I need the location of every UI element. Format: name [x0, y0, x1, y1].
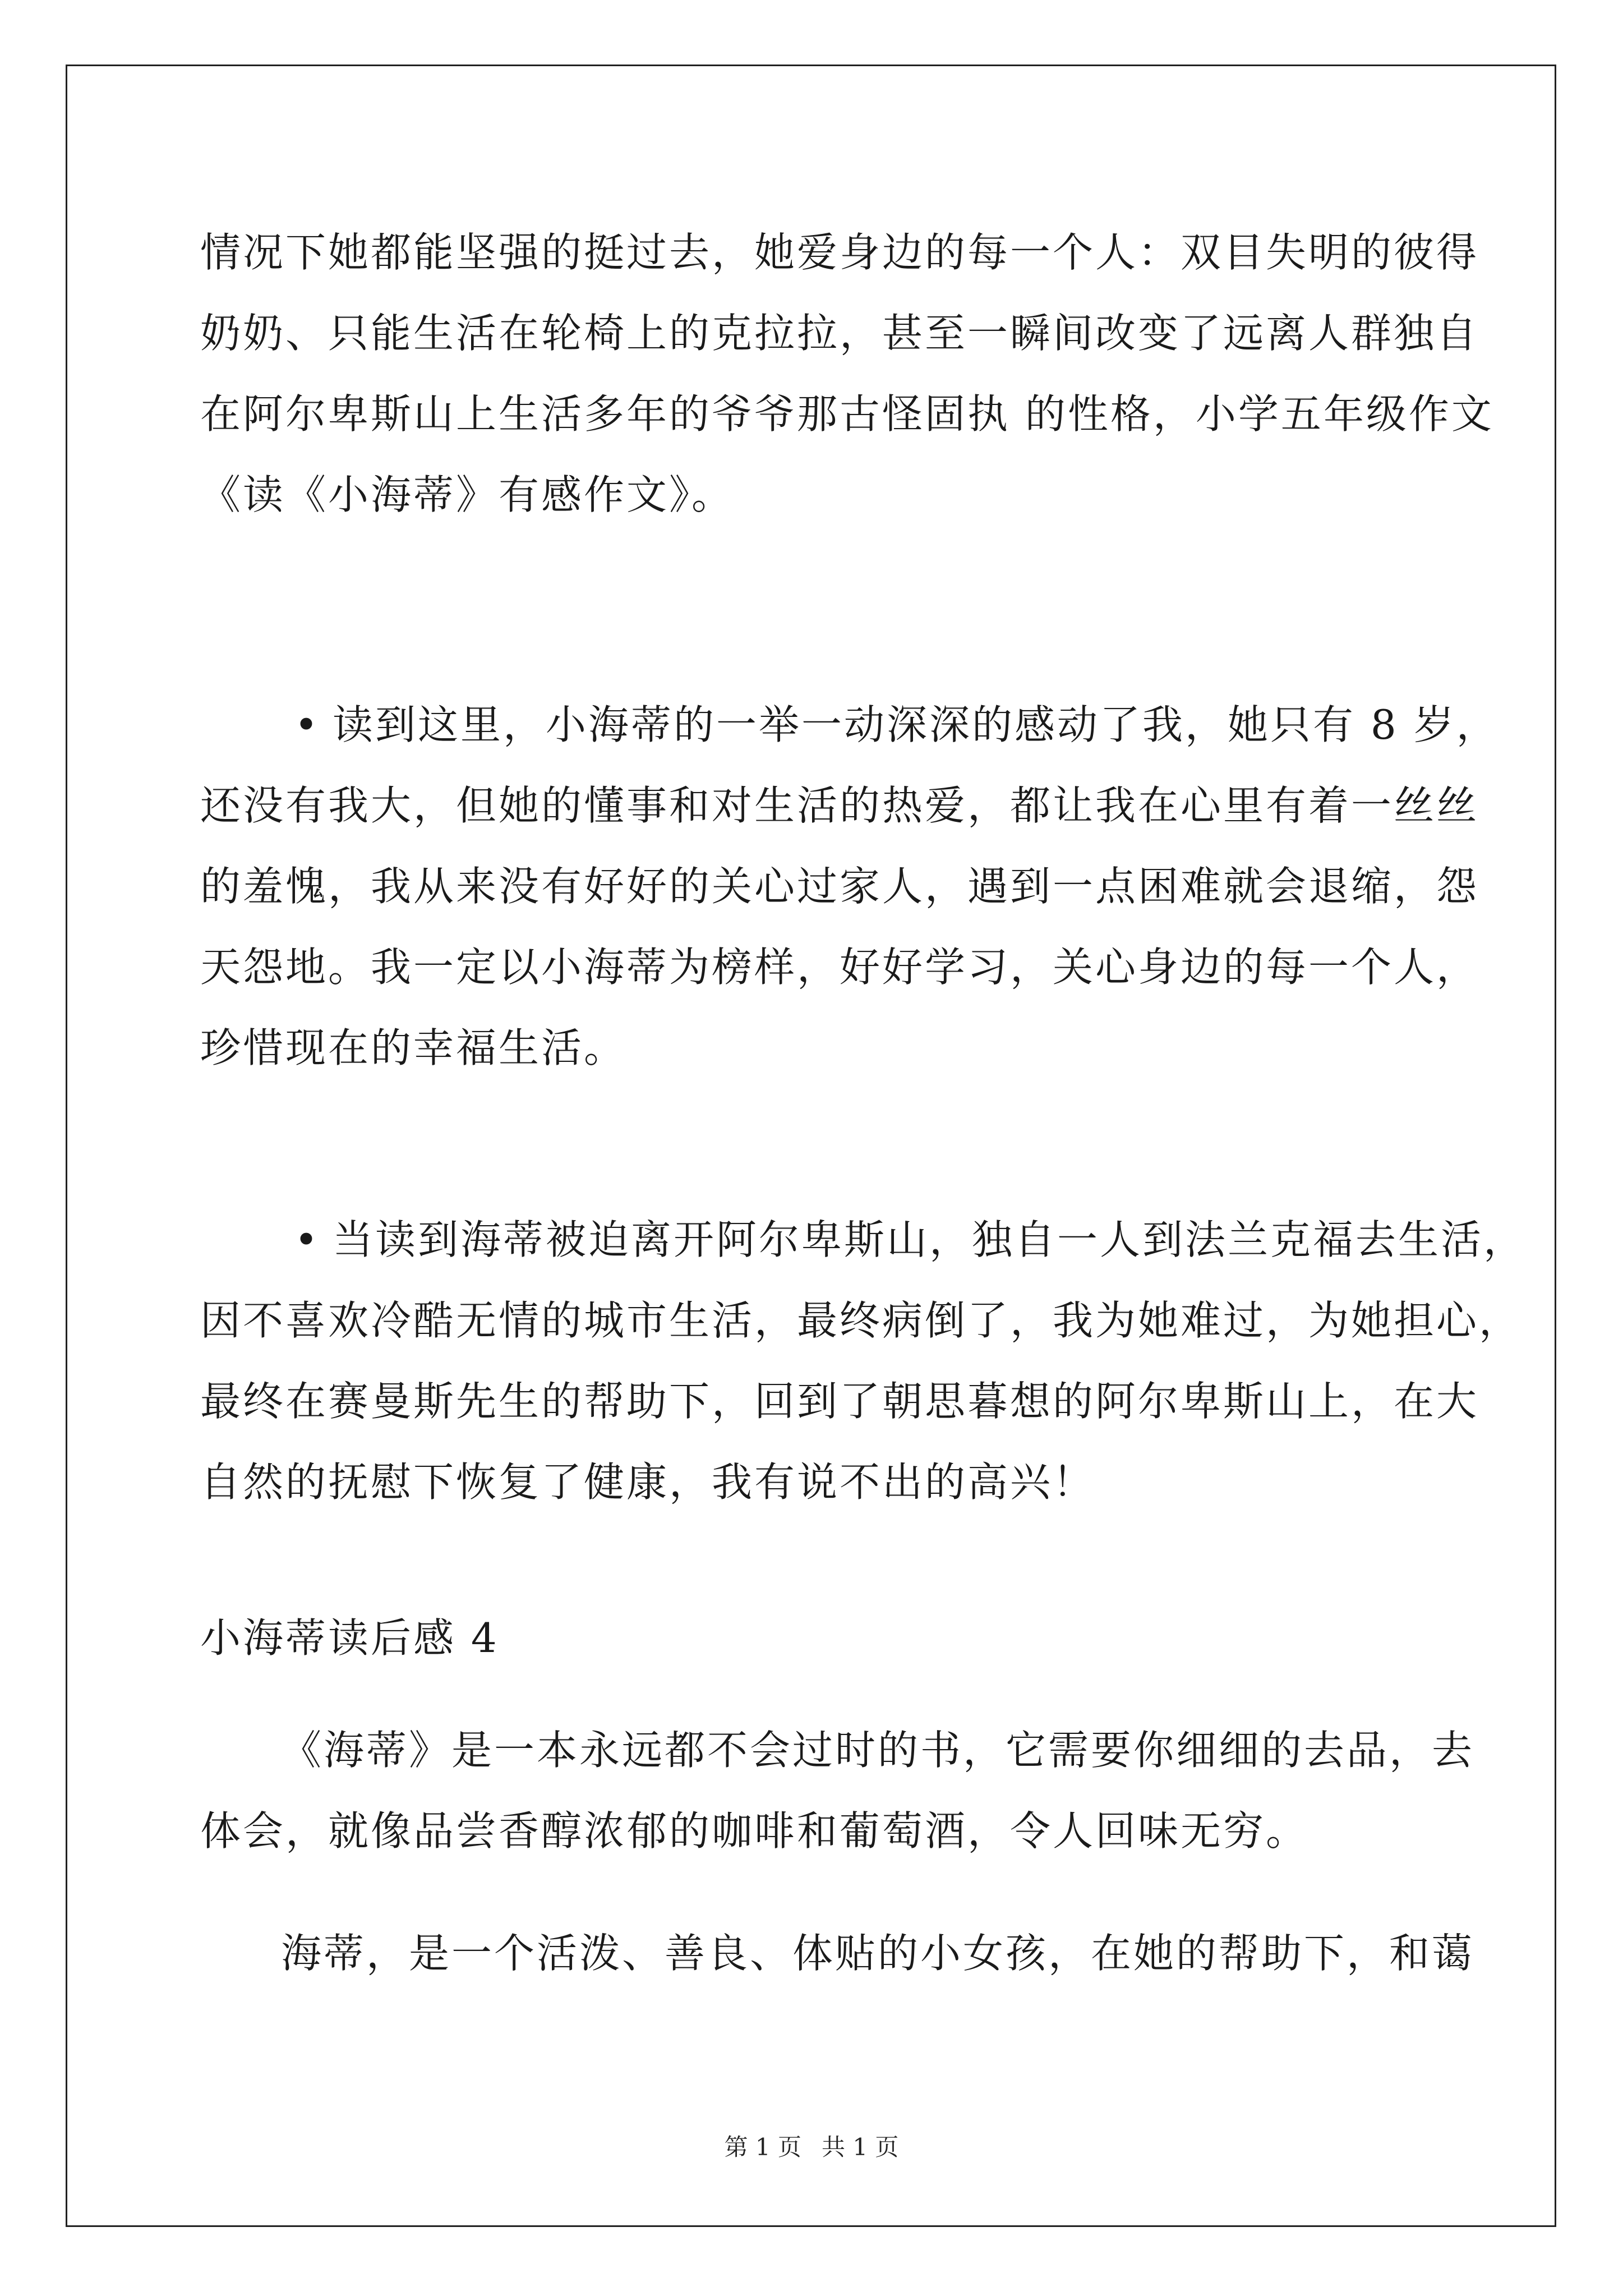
bullet-line: 天怨地。我一定以小海蒂为榜样，好好学习，关心身边的每一个人， [200, 944, 1479, 991]
paragraph-line: 《读《小海蒂》有感作文》。 [200, 471, 735, 518]
paragraph-1 [200, 212, 1494, 535]
bullet-line: 还没有我大，但她的懂事和对生活的热爱，都让我在心里有着一丝丝 [200, 782, 1479, 829]
bullet-line: 当读到海蒂被迫离开阿尔卑斯山，独自一人到法兰克福去生活， [333, 1216, 1527, 1263]
paragraph-line: 在阿尔卑斯山上生活多年的爷爷那古怪固执 的性格，小学五年级作文 [200, 390, 1494, 438]
bullet-item-2 [200, 1199, 1527, 1522]
bullet-line: 的羞愧，我从来没有好好的关心过家人，遇到一点困难就会退缩，怨 [200, 863, 1479, 910]
bullet-marker: • [294, 701, 321, 748]
paragraph-line: 奶奶、只能生活在轮椅上的克拉拉，甚至一瞬间改变了远离人群独自 [200, 310, 1479, 357]
paragraph-line: 海蒂，是一个活泼、善良、体贴的小女孩，在她的帮助下，和蔼 [281, 1930, 1475, 1977]
bullet-line: 因不喜欢冷酷无情的城市生活，最终病倒了，我为她难过，为她担心， [200, 1297, 1522, 1344]
section-title: 小海蒂读后感 4 [200, 1614, 499, 1662]
paragraph-line: 情况下她都能坚强的挺过去，她爱身边的每一个人：双目失明的彼得 [200, 229, 1479, 276]
paragraph-2 [200, 1710, 1475, 1871]
bullet-item-1 [200, 684, 1499, 1088]
paragraph-line: 《海蒂》是一本永远都不会过时的书，它需要你细细的去品，去 [281, 1727, 1475, 1774]
page-number: 第 1 页 [724, 2133, 801, 2161]
page-total: 共 1 页 [822, 2133, 899, 2161]
bullet-line: 最终在赛曼斯先生的帮助下，回到了朝思暮想的阿尔卑斯山上，在大 [200, 1378, 1479, 1425]
bullet-marker: • [294, 1216, 321, 1263]
paragraph-3 [200, 1913, 1475, 1994]
bullet-line: 读到这里，小海蒂的一举一动深深的感动了我，她只有 8 岁， [333, 701, 1499, 748]
paragraph-line: 体会，就像品尝香醇浓郁的咖啡和葡萄酒，令人回味无穷。 [200, 1807, 1309, 1855]
bullet-line: 自然的抚慰下恢复了健康，我有说不出的高兴！ [200, 1458, 1096, 1506]
bullet-line: 珍惜现在的幸福生活。 [200, 1024, 627, 1071]
page-footer [0, 2129, 1623, 2162]
